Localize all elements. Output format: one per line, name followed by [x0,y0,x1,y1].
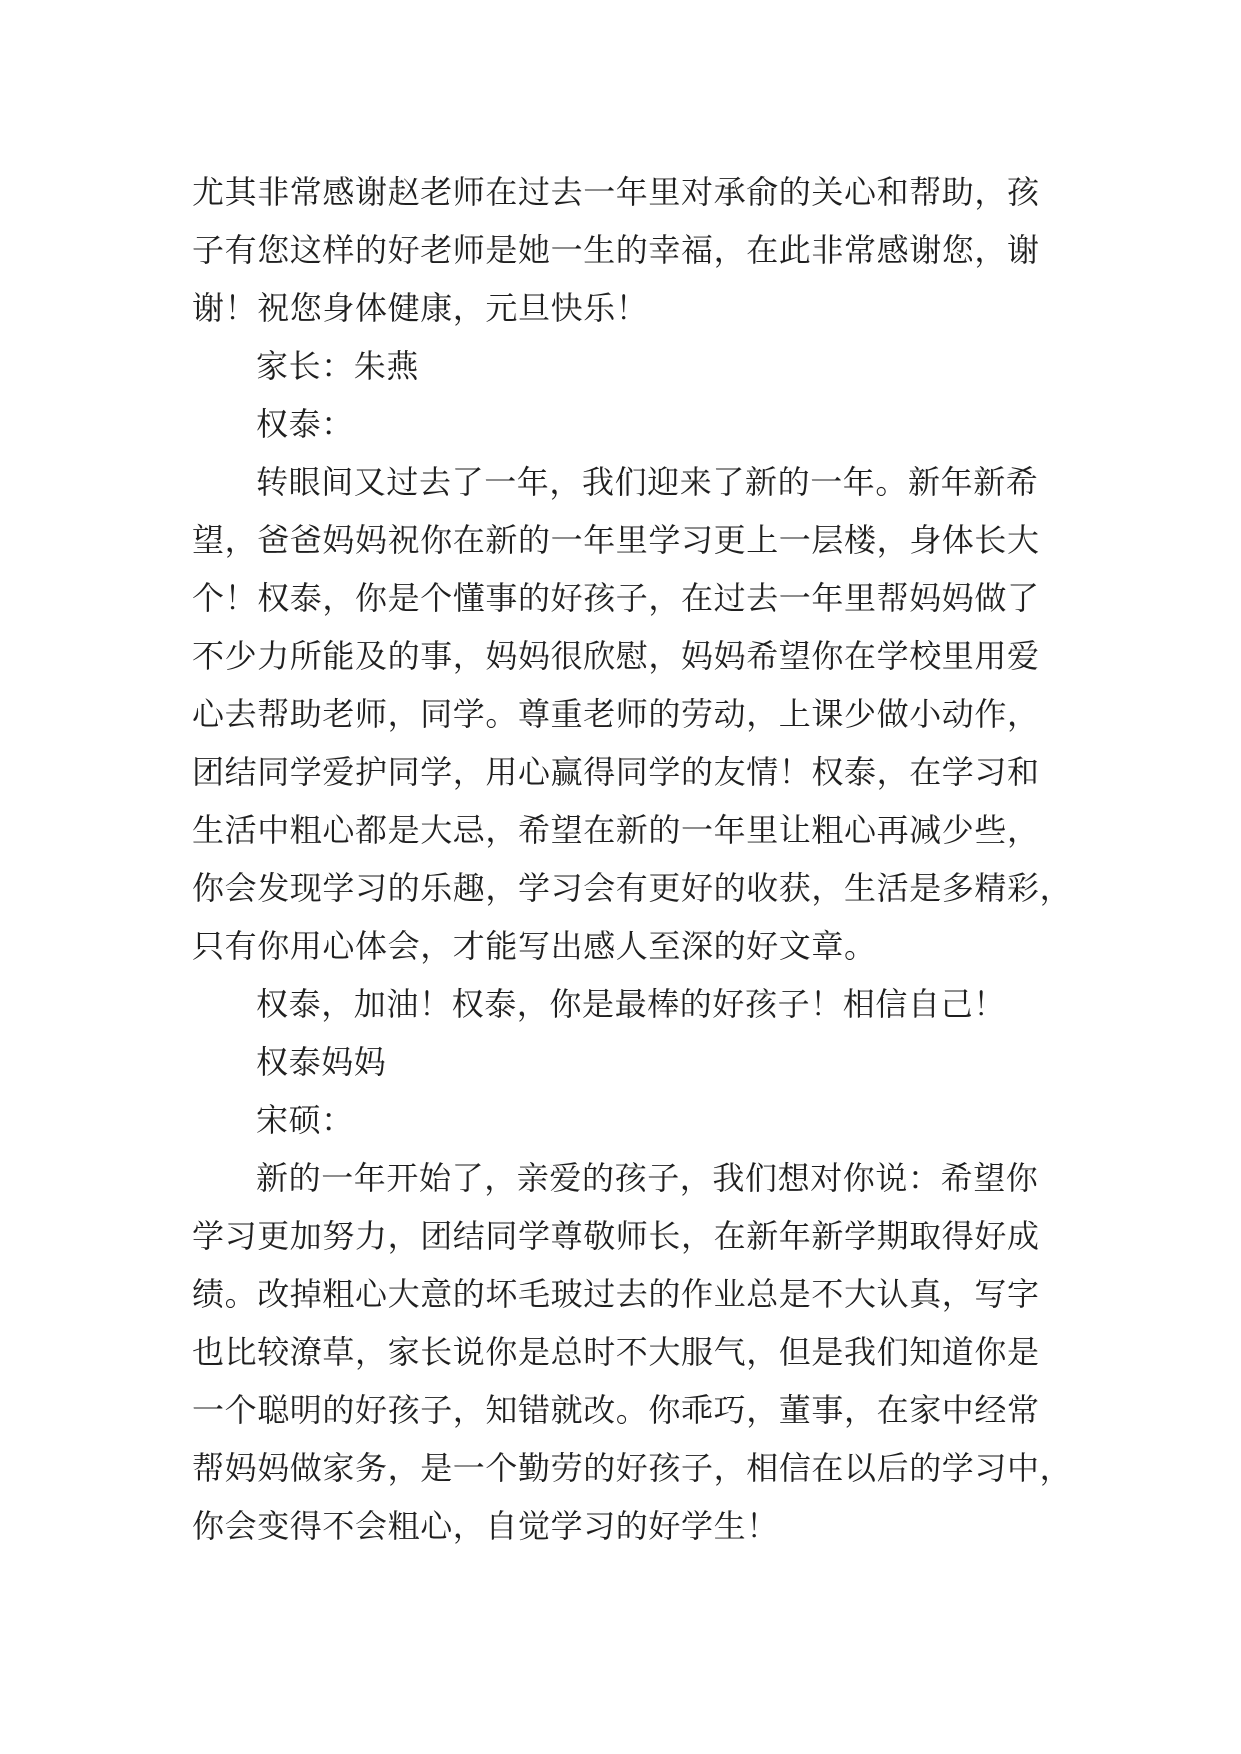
text-line: 不少力所能及的事，妈妈很欣慰，妈妈希望你在学校里用爱 [192,637,1040,675]
text-line: 尤其非常感谢赵老师在过去一年里对承俞的关心和帮助，孩 [192,173,1040,211]
text-line: 也比较潦草，家长说你是总时不大服气，但是我们知道你是 [192,1333,1040,1371]
paragraph-letter-songshuo [192,1149,1073,1555]
text-line: 宋硕： [256,1101,354,1139]
paragraph-letter-quantai [192,453,1073,975]
text-line: 子有您这样的好老师是她一生的幸福，在此非常感谢您，谢 [192,231,1040,269]
text-line: 转眼间又过去了一年，我们迎来了新的一年。新年新希 [256,463,1039,501]
text-line: 一个聪明的好孩子，知错就改。你乖巧，董事，在家中经常 [192,1391,1040,1429]
text-line: 谢！祝您身体健康，元旦快乐！ [192,289,649,327]
salutation-songshuo [192,1091,1062,1149]
salutation-quantai [192,395,1062,453]
signature-quantai-mother [192,1033,1062,1091]
text-line: 团结同学爱护同学，用心赢得同学的友情！权泰，在学习和 [192,753,1040,791]
text-line: 权泰： [256,405,354,443]
text-line: 家长：朱燕 [256,347,420,385]
text-line: 个！权泰，你是个懂事的好孩子，在过去一年里帮妈妈做了 [192,579,1040,617]
text-line: 学习更加努力，团结同学尊敬师长，在新年新学期取得好成 [192,1217,1040,1255]
text-line: 绩。改掉粗心大意的坏毛玻过去的作业总是不大认真，写字 [192,1275,1040,1313]
text-line: 望，爸爸妈妈祝你在新的一年里学习更上一层楼，身体长大 [192,521,1040,559]
paragraph-encouragement [192,975,1062,1033]
text-line: 生活中粗心都是大忌，希望在新的一年里让粗心再减少些， [192,811,1040,849]
text-line: 权泰妈妈 [256,1043,387,1081]
signature-parent [192,337,1062,395]
text-line: 帮妈妈做家务，是一个勤劳的好孩子，相信在以后的学习中， [192,1449,1073,1487]
text-line: 你会变得不会粗心，自觉学习的好学生！ [192,1507,779,1545]
text-line: 只有你用心体会，才能写出感人至深的好文章。 [192,927,877,965]
document-body [192,163,1073,1555]
paragraph-thanks-teacher [192,163,1062,337]
text-line: 你会发现学习的乐趣，学习会有更好的收获，生活是多精彩， [192,869,1073,907]
text-line: 心去帮助老师，同学。尊重老师的劳动，上课少做小动作， [192,695,1040,733]
text-line: 新的一年开始了，亲爱的孩子，我们想对你说：希望你 [256,1159,1039,1197]
text-line: 权泰，加油！权泰，你是最棒的好孩子！相信自己！ [256,985,1006,1023]
